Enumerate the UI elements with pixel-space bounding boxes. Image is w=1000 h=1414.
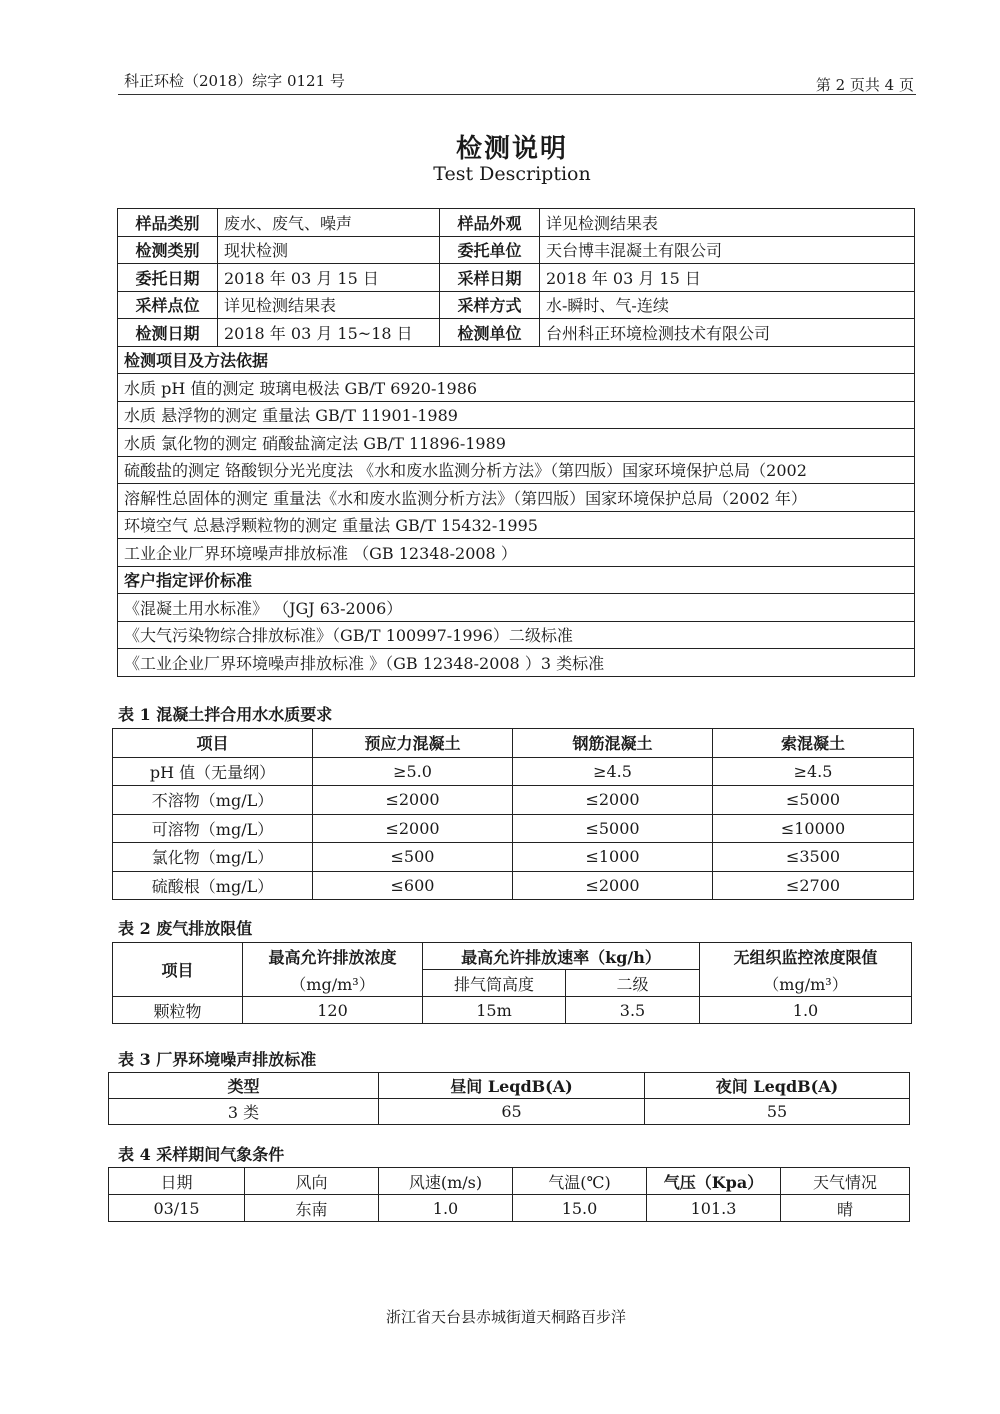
table-cell: 03/15 xyxy=(109,1195,245,1222)
standard-row xyxy=(118,594,915,622)
table-row xyxy=(113,786,914,815)
table-cell: 硫酸根（mg/L） xyxy=(113,871,313,900)
table2-header-level: 二级 xyxy=(566,970,700,997)
table-cell: 15.0 xyxy=(513,1195,647,1222)
table-cell: ≤5000 xyxy=(713,786,914,815)
method-item: 工业企业厂界环境噪声排放标准 （GB 12348-2008 ） xyxy=(118,539,915,567)
table-cell: pH 值（无量纲） xyxy=(113,757,313,786)
table-cell: 101.3 xyxy=(647,1195,781,1222)
table1-header-cell: 项目 xyxy=(113,729,313,758)
table4-header-wind-speed: 风速(m/s) xyxy=(379,1168,513,1195)
table4-header-pressure: 气压（Kpa） xyxy=(647,1168,781,1195)
table-cell: 3 类 xyxy=(109,1099,379,1125)
table-cell: ≤2000 xyxy=(313,786,513,815)
table-cell: ≤2000 xyxy=(513,871,713,900)
info-label: 委托日期 xyxy=(118,264,218,292)
page-indicator: 第 2 页共 4 页 xyxy=(815,76,914,94)
table-cell: 颗粒物 xyxy=(113,997,243,1024)
info-row xyxy=(118,236,915,264)
table-cell: 55 xyxy=(645,1099,910,1125)
info-label: 检测日期 xyxy=(118,319,218,347)
noise-standard-table xyxy=(108,1072,910,1125)
standard-item: 《大气污染物综合排放标准》（GB/T 100997-1996）二级标准 xyxy=(118,621,915,649)
table-cell: 不溶物（mg/L） xyxy=(113,786,313,815)
table2-conc-unit: （mg/m³） xyxy=(290,974,375,994)
table2-conc-label: 最高允许排放浓度 xyxy=(268,947,397,967)
method-item: 水质 氯化物的测定 硝酸盐滴定法 GB/T 11896-1989 xyxy=(118,429,915,457)
standard-item: 《混凝土用水标准》 （JGJ 63-2006） xyxy=(118,594,915,622)
table-cell: ≤10000 xyxy=(713,814,914,843)
info-value: 现状检测 xyxy=(218,236,440,264)
table-cell: ≤1000 xyxy=(513,843,713,872)
info-label: 样品类别 xyxy=(118,209,218,237)
header-divider xyxy=(118,94,916,95)
method-item: 溶解性总固体的测定 重量法《水和废水监测分析方法》（第四版）国家环境保护总局（2002 年） xyxy=(118,484,915,512)
table4-header-temp: 气温(℃) xyxy=(513,1168,647,1195)
info-table xyxy=(117,208,915,677)
info-label: 采样点位 xyxy=(118,291,218,319)
exhaust-limit-table xyxy=(112,942,912,1024)
table3-caption: 表 3 厂界环境噪声排放标准 xyxy=(118,1050,317,1069)
info-value: 详见检测结果表 xyxy=(540,209,915,237)
page-subtitle: Test Description xyxy=(433,163,591,185)
table-cell: 1.0 xyxy=(700,997,912,1024)
method-item: 水质 悬浮物的测定 重量法 GB/T 11901-1989 xyxy=(118,401,915,429)
method-row xyxy=(118,539,915,567)
info-value: 2018 年 03 月 15~18 日 xyxy=(218,319,440,347)
table3-header-type: 类型 xyxy=(109,1073,379,1099)
info-label: 采样方式 xyxy=(440,291,540,319)
table2-header-unorg xyxy=(700,943,912,997)
table-cell: ≥5.0 xyxy=(313,757,513,786)
method-row xyxy=(118,511,915,539)
table2-unorg-unit: （mg/m³） xyxy=(763,974,848,994)
table4-header-row xyxy=(109,1168,910,1195)
info-value: 天台博丰混凝土有限公司 xyxy=(540,236,915,264)
table-row xyxy=(113,871,914,900)
table2-header-rate: 最高允许排放速率（kg/h） xyxy=(423,943,700,970)
page-title: 检测说明 xyxy=(455,134,568,164)
table2-unorg-label: 无组织监控浓度限值 xyxy=(733,947,878,967)
standard-row xyxy=(118,649,915,677)
water-quality-table xyxy=(112,728,914,900)
methods-heading-row xyxy=(118,346,915,374)
method-item: 环境空气 总悬浮颗粒物的测定 重量法 GB/T 15432-1995 xyxy=(118,511,915,539)
standards-heading: 客户指定评价标准 xyxy=(118,566,915,594)
table-cell: 东南 xyxy=(245,1195,379,1222)
table1-header-cell: 预应力混凝土 xyxy=(313,729,513,758)
table-cell: 氯化物（mg/L） xyxy=(113,843,313,872)
table3-header-row xyxy=(109,1073,910,1099)
table-cell: 晴 xyxy=(781,1195,910,1222)
method-item: 硫酸盐的测定 铬酸钡分光光度法 《水和废水监测分析方法》（第四版）国家环境保护总局（2002 xyxy=(118,456,915,484)
table4-header-date: 日期 xyxy=(109,1168,245,1195)
table-cell: ≤2000 xyxy=(313,814,513,843)
table1-header-cell: 钢筋混凝土 xyxy=(513,729,713,758)
table-cell: ≤2000 xyxy=(513,786,713,815)
table-cell: 1.0 xyxy=(379,1195,513,1222)
info-row xyxy=(118,264,915,292)
table-cell: ≤600 xyxy=(313,871,513,900)
method-row xyxy=(118,456,915,484)
table4-header-wind-dir: 风向 xyxy=(245,1168,379,1195)
info-value: 台州科正环境检测技术有限公司 xyxy=(540,319,915,347)
info-value: 水-瞬时、气-连续 xyxy=(540,291,915,319)
info-label: 采样日期 xyxy=(440,264,540,292)
table-row xyxy=(113,997,912,1024)
table-row xyxy=(109,1099,910,1125)
table1-header-row xyxy=(113,729,914,758)
methods-heading: 检测项目及方法依据 xyxy=(118,346,915,374)
info-label: 检测单位 xyxy=(440,319,540,347)
info-label: 样品外观 xyxy=(440,209,540,237)
table4-caption: 表 4 采样期间气象条件 xyxy=(118,1145,285,1164)
standard-item: 《工业企业厂界环境噪声排放标准 》（GB 12348-2008 ）3 类标准 xyxy=(118,649,915,677)
document-number: 科正环检（2018）综字 0121 号 xyxy=(124,72,345,90)
standards-heading-row xyxy=(118,566,915,594)
table2-header-item: 项目 xyxy=(113,943,243,997)
table1-caption: 表 1 混凝土拌合用水水质要求 xyxy=(118,705,333,724)
table-cell: 3.5 xyxy=(566,997,700,1024)
footer-address: 浙江省天台县赤城街道天桐路百步洋 xyxy=(385,1308,626,1326)
method-item: 水质 pH 值的测定 玻璃电极法 GB/T 6920-1986 xyxy=(118,374,915,402)
standard-row xyxy=(118,621,915,649)
info-row xyxy=(118,291,915,319)
table2-header-conc xyxy=(243,943,423,997)
info-value: 2018 年 03 月 15 日 xyxy=(218,264,440,292)
table4-header-weather: 天气情况 xyxy=(781,1168,910,1195)
info-label: 检测类别 xyxy=(118,236,218,264)
table-cell: 可溶物（mg/L） xyxy=(113,814,313,843)
info-row xyxy=(118,209,915,237)
info-row xyxy=(118,319,915,347)
table2-header-row xyxy=(113,943,912,970)
method-row xyxy=(118,484,915,512)
table-cell: ≤2700 xyxy=(713,871,914,900)
info-value: 2018 年 03 月 15 日 xyxy=(540,264,915,292)
table-cell: ≤3500 xyxy=(713,843,914,872)
table-cell: 120 xyxy=(243,997,423,1024)
info-value: 详见检测结果表 xyxy=(218,291,440,319)
table-cell: ≤5000 xyxy=(513,814,713,843)
method-row xyxy=(118,401,915,429)
table-row xyxy=(113,814,914,843)
weather-conditions-table xyxy=(108,1167,910,1222)
method-row xyxy=(118,374,915,402)
table3-header-day: 昼间 LeqdB(A) xyxy=(379,1073,645,1099)
method-row xyxy=(118,429,915,457)
table-cell: 15m xyxy=(423,997,566,1024)
table2-header-height: 排气筒高度 xyxy=(423,970,566,997)
info-value: 废水、废气、噪声 xyxy=(218,209,440,237)
info-label: 委托单位 xyxy=(440,236,540,264)
table-row xyxy=(109,1195,910,1222)
table-cell: 65 xyxy=(379,1099,645,1125)
table-cell: ≥4.5 xyxy=(513,757,713,786)
table-row xyxy=(113,757,914,786)
table-cell: ≤500 xyxy=(313,843,513,872)
table-cell: ≥4.5 xyxy=(713,757,914,786)
table1-header-cell: 索混凝土 xyxy=(713,729,914,758)
table2-caption: 表 2 废气排放限值 xyxy=(118,919,253,938)
table-row xyxy=(113,843,914,872)
table3-header-night: 夜间 LeqdB(A) xyxy=(645,1073,910,1099)
